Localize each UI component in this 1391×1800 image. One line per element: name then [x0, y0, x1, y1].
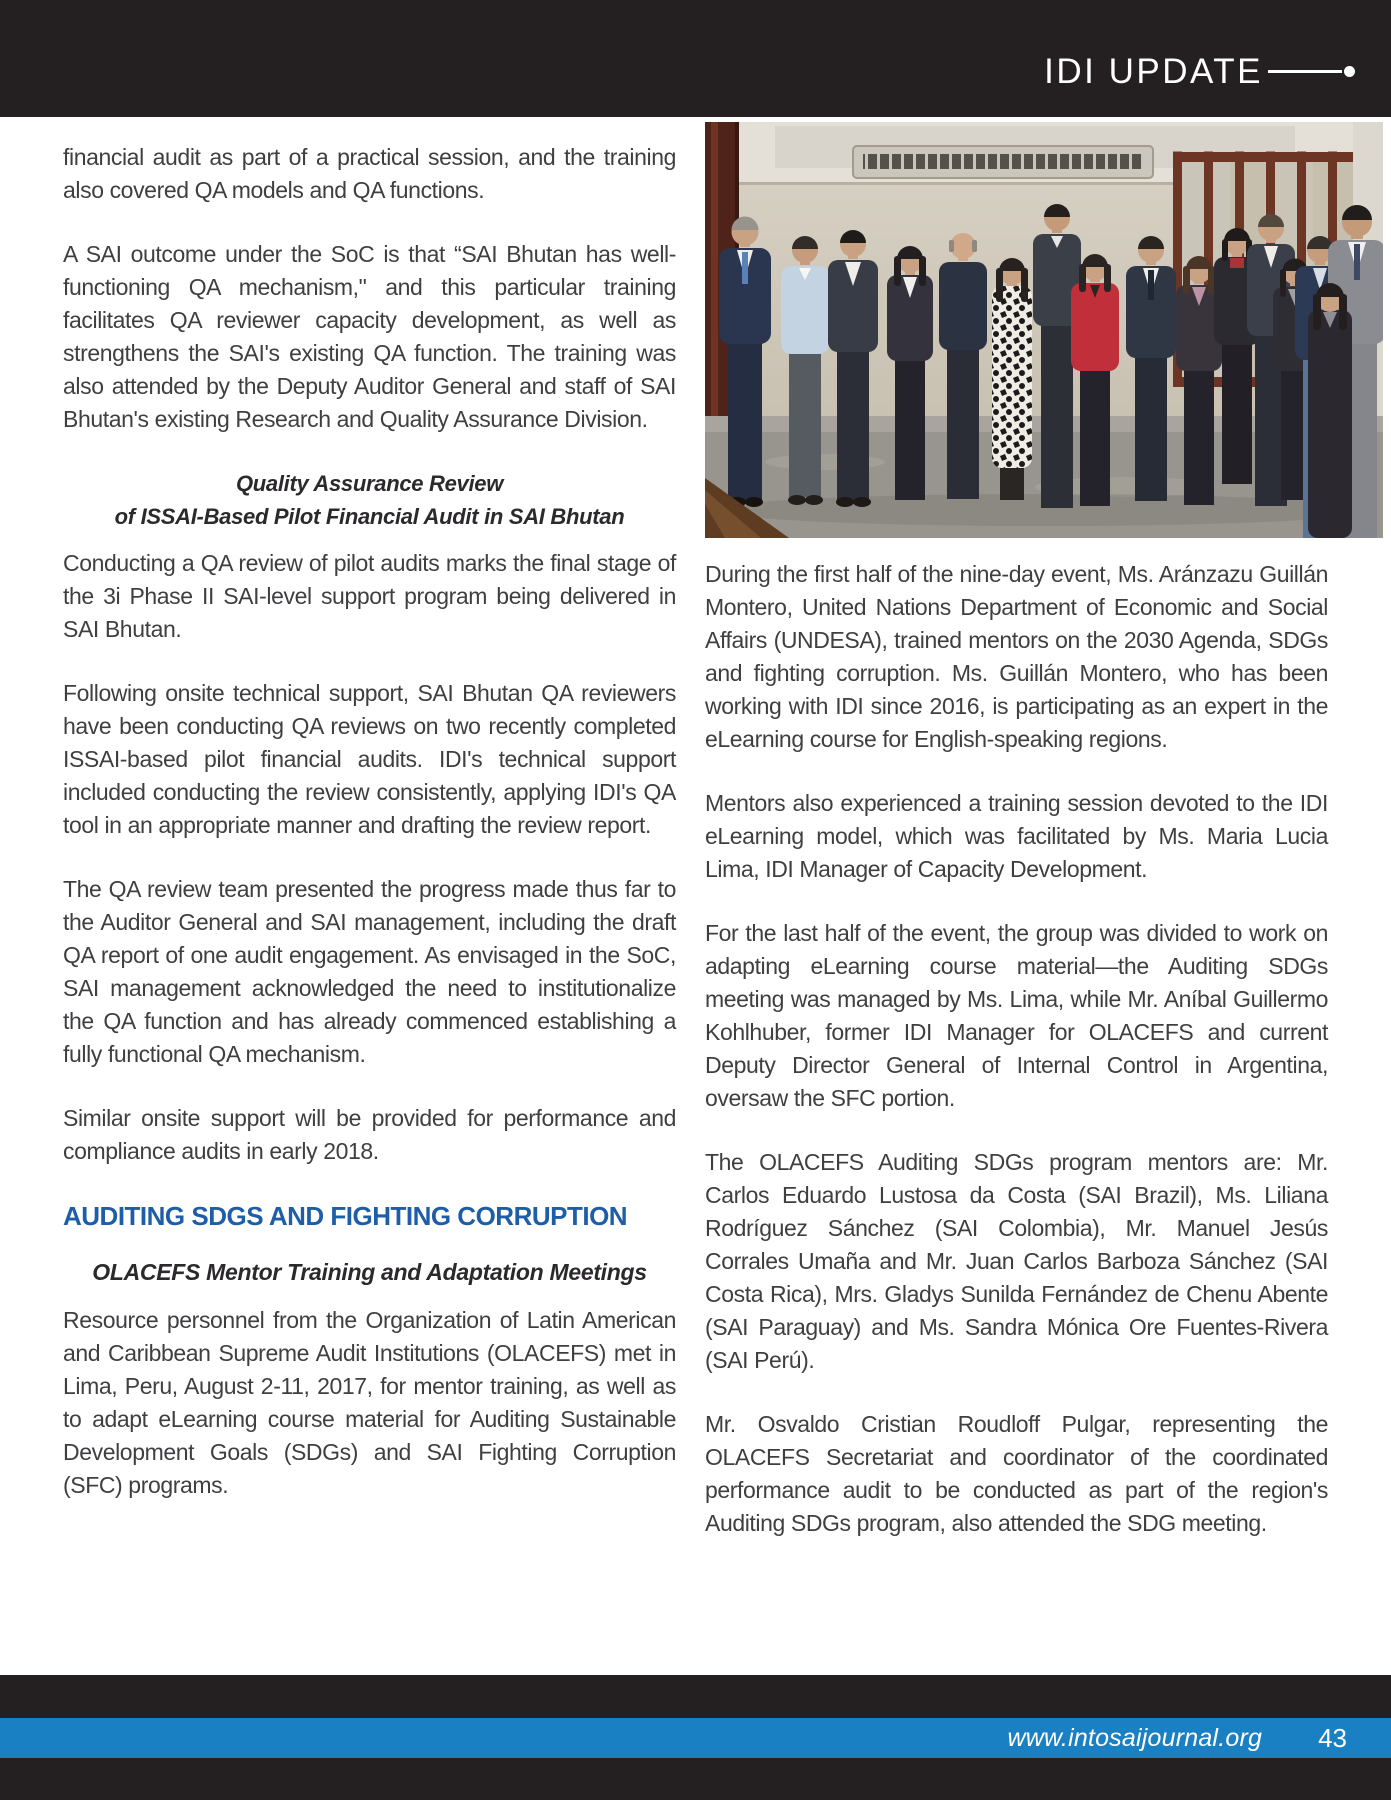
section-heading-auditing-sdgs: AUDITING SDGS AND FIGHTING CORRUPTION [63, 1201, 628, 1231]
footer-blue-band [0, 1718, 1391, 1758]
header-rule-line [1268, 70, 1342, 73]
page-number: 43 [1318, 1722, 1347, 1753]
qa-review-heading-line1: Quality Assurance Review [235, 471, 504, 496]
footer-dark-band-top [0, 1675, 1391, 1718]
body-paragraph: For the last half of the event, the group was divided to work on adapting eLearning course material—the Auditing SDGs meeting was managed by Ms. Lima, while Mr. Aníbal Guillermo Kohlhuber, former IDI Manager for OLACEFS and current Deputy Director General of Internal Control in Argentina, oversaw the SFC portion. [705, 920, 1328, 1111]
header-dot [1344, 66, 1355, 77]
group-photo [705, 122, 1383, 538]
qa-review-heading [63, 467, 676, 533]
body-paragraph: Mr. Osvaldo Cristian Roudloff Pulgar, representing the OLACEFS Secretariat and coordinator of the coordinated performance audit to be conducted as part of the region's Auditing SDGs program, also attended the SDG meeting. [705, 1411, 1328, 1536]
olacefs-sub-heading: OLACEFS Mentor Training and Adaptation Meetings [92, 1259, 647, 1285]
header-title-group [1044, 0, 1355, 117]
right-column [705, 558, 1328, 1571]
body-paragraph: Similar onsite support will be provided for performance and compliance audits in early 2018. [63, 1105, 676, 1164]
body-paragraph: Conducting a QA review of pilot audits marks the final stage of the 3i Phase II SAI-level support program being delivered in SAI Bhutan. [63, 550, 676, 642]
footer-dark-band-bottom [0, 1758, 1391, 1800]
page-title: IDI UPDATE [1044, 51, 1263, 91]
body-paragraph: Following onsite technical support, SAI Bhutan QA reviewers have been conducting QA reviews on two recently completed ISSAI-based pilot financial audits. IDI's technical support included conducting the review consistently, applying IDI's QA tool in an appropriate manner and drafting the review report. [63, 680, 676, 838]
body-paragraph: Resource personnel from the Organization of Latin American and Caribbean Supreme Audit Institutions (OLACEFS) met in Lima, Peru, August 2-11, 2017, for mentor training, as well as to adapt eLearning course material for Auditing Sustainable Development Goals (SDGs) and SAI Fighting Corruption (SFC) programs. [63, 1307, 676, 1498]
body-paragraph: The QA review team presented the progress made thus far to the Auditor General and SAI management, including the draft QA report of one audit engagement. As envisaged in the SoC, SAI management acknowledged the need to institutionalize the QA function and has already commenced establishing a fully functional QA mechanism. [63, 876, 676, 1067]
group-photo-illustration [705, 122, 1383, 538]
header-bar [0, 0, 1391, 117]
body-paragraph: Mentors also experienced a training session devoted to the IDI eLearning model, which was facilitated by Ms. Maria Lucia Lima, IDI Manager of Capacity Development. [705, 790, 1328, 882]
body-paragraph: A SAI outcome under the SoC is that “SAI Bhutan has well-functioning QA mechanism," and this particular training facilitates QA reviewer capacity development, as well as strengthens the SAI's existing QA function. The training was also attended by the Deputy Auditor General and staff of SAI Bhutan's existing Research and Quality Assurance Division. [63, 241, 676, 432]
left-column [63, 141, 676, 1533]
qa-review-heading-line2: of ISSAI-Based Pilot Financial Audit in SAI Bhutan [114, 504, 625, 529]
body-paragraph: During the first half of the nine-day event, Ms. Aránzazu Guillán Montero, United Nations Department of Economic and Social Affairs (UNDESA), trained mentors on the 2030 Agenda, SDGs and fighting corruption. Ms. Guillán Montero, who has been working with IDI since 2016, is participating as an expert in the eLearning course for English-speaking regions. [705, 561, 1328, 752]
body-paragraph: financial audit as part of a practical session, and the training also covered QA models and QA functions. [63, 144, 676, 203]
footer-website-link[interactable]: www.intosaijournal.org [1007, 1723, 1263, 1752]
body-paragraph: The OLACEFS Auditing SDGs program mentors are: Mr. Carlos Eduardo Lustosa da Costa (SAI Brazil), Ms. Liliana Rodríguez Sánchez (SAI Colombia), Mr. Manuel Jesús Corrales Umaña and Mr. Juan Carlos Barboza Sánchez (SAI Costa Rica), Mrs. Gladys Sunilda Fernández de Chenu Abente (SAI Paraguay) and Ms. Sandra Mónica Ore Fuentes-Rivera (SAI Perú). [705, 1149, 1328, 1373]
